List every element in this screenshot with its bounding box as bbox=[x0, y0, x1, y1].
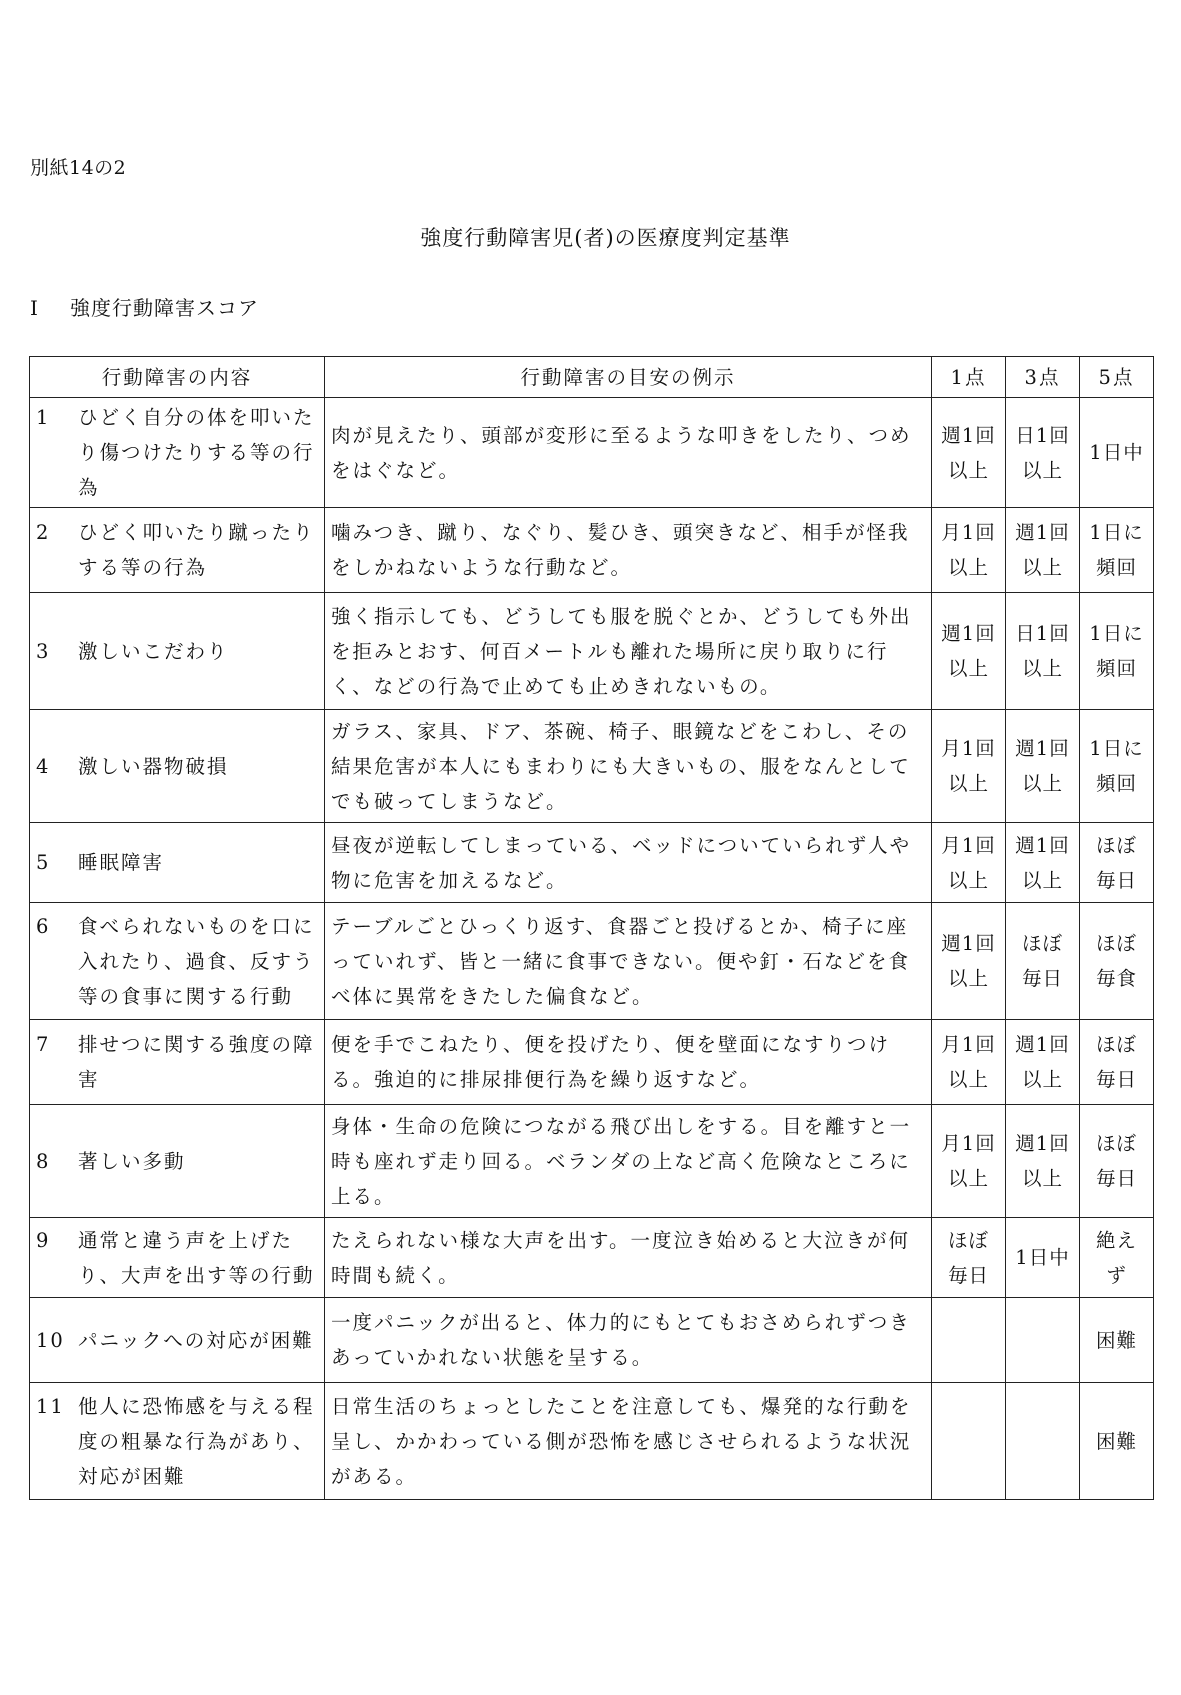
behavior-content-cell bbox=[30, 1383, 325, 1500]
header-content: 行動障害の内容 bbox=[30, 357, 325, 398]
table-row bbox=[30, 1020, 1154, 1105]
score-3-point: ほぼ毎日 bbox=[1006, 903, 1080, 1020]
section-heading-text: 強度行動障害スコア bbox=[70, 296, 259, 320]
score-5-point: 困難 bbox=[1080, 1298, 1154, 1383]
behavior-example: 昼夜が逆転してしまっている、ベッドについていられず人や物に危害を加えるなど。 bbox=[325, 823, 932, 903]
table-row bbox=[30, 1298, 1154, 1383]
behavior-content-cell bbox=[30, 508, 325, 593]
row-number: 10 bbox=[36, 1328, 65, 1352]
attachment-label: 別紙14の2 bbox=[30, 157, 127, 179]
behavior-content: 激しい器物破損 bbox=[78, 754, 229, 778]
header-1-point: 1点 bbox=[932, 357, 1006, 398]
behavior-content: ひどく叩いたり蹴ったりする等の行為 bbox=[78, 521, 315, 579]
header-3-point: 3点 bbox=[1006, 357, 1080, 398]
score-1-point: 月1回以上 bbox=[932, 710, 1006, 823]
score-3-point: 日1回以上 bbox=[1006, 593, 1080, 710]
behavior-content-cell bbox=[30, 1020, 325, 1105]
table-row bbox=[30, 593, 1154, 710]
behavior-content: 他人に恐怖感を与える程度の粗暴な行為があり、対応が困難 bbox=[78, 1394, 315, 1488]
behavior-example: ガラス、家具、ドア、茶碗、椅子、眼鏡などをこわし、その結果危害が本人にもまわりにも大きいもの、服をなんとしてでも破ってしまうなど。 bbox=[325, 710, 932, 823]
table-row bbox=[30, 508, 1154, 593]
row-number: 4 bbox=[36, 754, 51, 778]
table-row bbox=[30, 903, 1154, 1020]
behavior-content-cell bbox=[30, 710, 325, 823]
behavior-example: 身体・生命の危険につながる飛び出しをする。目を離すと一時も座れず走り回る。ベランダの上など高く危険なところに上る。 bbox=[325, 1105, 932, 1218]
score-5-point: 1日に頻回 bbox=[1080, 710, 1154, 823]
behavior-example: テーブルごとひっくり返す、食器ごと投げるとか、椅子に座っていれず、皆と一緒に食事できない。便や釘・石などを食べ体に異常をきたした偏食など。 bbox=[325, 903, 932, 1020]
behavior-example: 便を手でこねたり、便を投げたり、便を壁面になすりつける。強迫的に排尿排便行為を繰り返すなど。 bbox=[325, 1020, 932, 1105]
row-number: 5 bbox=[36, 851, 51, 874]
behavior-content: 通常と違う声を上げたり、大声を出す等の行動 bbox=[78, 1228, 315, 1287]
behavior-content: 睡眠障害 bbox=[78, 851, 165, 874]
score-1-point: 週1回以上 bbox=[932, 903, 1006, 1020]
score-5-point: 1日中 bbox=[1080, 398, 1154, 508]
behavior-example: 強く指示しても、どうしても服を脱ぐとか、どうしても外出を拒みとおす、何百メートルも離れた場所に戻り取りに行く、などの行為で止めても止めきれないもの。 bbox=[325, 593, 932, 710]
row-number: 2 bbox=[36, 521, 51, 544]
score-1-point bbox=[932, 1298, 1006, 1383]
score-3-point: 週1回以上 bbox=[1006, 823, 1080, 903]
behavior-example: 日常生活のちょっとしたことを注意しても、爆発的な行動を呈し、かかわっている側が恐怖を感じさせられるような状況がある。 bbox=[325, 1383, 932, 1500]
score-1-point: 月1回以上 bbox=[932, 508, 1006, 593]
row-number: 3 bbox=[36, 639, 51, 663]
table-row bbox=[30, 1105, 1154, 1218]
score-1-point: 月1回以上 bbox=[932, 1105, 1006, 1218]
behavior-content: 排せつに関する強度の障害 bbox=[78, 1033, 315, 1091]
section-number: Ⅰ bbox=[30, 296, 39, 320]
score-3-point: 日1回以上 bbox=[1006, 398, 1080, 508]
behavior-example: たえられない様な大声を出す。一度泣き始めると大泣きが何時間も続く。 bbox=[325, 1218, 932, 1298]
score-1-point: 週1回以上 bbox=[932, 593, 1006, 710]
score-3-point: 週1回以上 bbox=[1006, 710, 1080, 823]
score-3-point: 1日中 bbox=[1006, 1218, 1080, 1298]
behavior-content-cell bbox=[30, 1298, 325, 1383]
behavior-example: 一度パニックが出ると、体力的にもとてもおさめられずつきあっていかれない状態を呈する。 bbox=[325, 1298, 932, 1383]
behavior-content-cell bbox=[30, 903, 325, 1020]
score-5-point: 困難 bbox=[1080, 1383, 1154, 1500]
behavior-score-table bbox=[29, 356, 1154, 1500]
score-3-point: 週1回以上 bbox=[1006, 508, 1080, 593]
score-1-point: ほぼ毎日 bbox=[932, 1218, 1006, 1298]
score-1-point: 月1回以上 bbox=[932, 823, 1006, 903]
behavior-content: 食べられないものを口に入れたり、過食、反すう等の食事に関する行動 bbox=[78, 914, 315, 1008]
score-5-point: 絶えず bbox=[1080, 1218, 1154, 1298]
behavior-content: パニックへの対応が困難 bbox=[78, 1328, 314, 1352]
table-header-row bbox=[30, 357, 1154, 398]
table-row bbox=[30, 710, 1154, 823]
table-row bbox=[30, 823, 1154, 903]
header-example: 行動障害の目安の例示 bbox=[325, 357, 932, 398]
score-1-point: 月1回以上 bbox=[932, 1020, 1006, 1105]
score-5-point: ほぼ毎日 bbox=[1080, 1105, 1154, 1218]
behavior-example: 肉が見えたり、頭部が変形に至るような叩きをしたり、つめをはぐなど。 bbox=[325, 398, 932, 508]
behavior-content: ひどく自分の体を叩いたり傷つけたりする等の行為 bbox=[78, 406, 315, 499]
row-number: 7 bbox=[36, 1033, 51, 1056]
score-5-point: ほぼ毎日 bbox=[1080, 1020, 1154, 1105]
score-1-point: 週1回以上 bbox=[932, 398, 1006, 508]
row-number: 8 bbox=[36, 1149, 51, 1173]
score-5-point: ほぼ毎食 bbox=[1080, 903, 1154, 1020]
row-number: 9 bbox=[36, 1228, 51, 1252]
behavior-example: 噛みつき、蹴り、なぐり、髪ひき、頭突きなど、相手が怪我をしかねないような行動など。 bbox=[325, 508, 932, 593]
table-row bbox=[30, 1383, 1154, 1500]
header-5-point: 5点 bbox=[1080, 357, 1154, 398]
score-5-point: 1日に頻回 bbox=[1080, 508, 1154, 593]
score-3-point: 週1回以上 bbox=[1006, 1020, 1080, 1105]
row-number: 6 bbox=[36, 914, 51, 938]
behavior-content-cell bbox=[30, 823, 325, 903]
behavior-content: 著しい多動 bbox=[78, 1149, 186, 1173]
score-5-point: 1日に頻回 bbox=[1080, 593, 1154, 710]
behavior-content: 激しいこだわり bbox=[78, 639, 229, 663]
table-row bbox=[30, 1218, 1154, 1298]
score-3-point: 週1回以上 bbox=[1006, 1105, 1080, 1218]
score-3-point bbox=[1006, 1383, 1080, 1500]
row-number: 1 bbox=[36, 406, 51, 429]
section-heading bbox=[30, 292, 259, 321]
row-number: 11 bbox=[36, 1394, 65, 1418]
behavior-content-cell bbox=[30, 593, 325, 710]
score-5-point: ほぼ毎日 bbox=[1080, 823, 1154, 903]
table-row bbox=[30, 398, 1154, 508]
score-1-point bbox=[932, 1383, 1006, 1500]
score-3-point bbox=[1006, 1298, 1080, 1383]
behavior-content-cell bbox=[30, 1105, 325, 1218]
behavior-content-cell bbox=[30, 398, 325, 508]
behavior-content-cell bbox=[30, 1218, 325, 1298]
document-title: 強度行動障害児(者)の医療度判定基準 bbox=[420, 226, 791, 250]
